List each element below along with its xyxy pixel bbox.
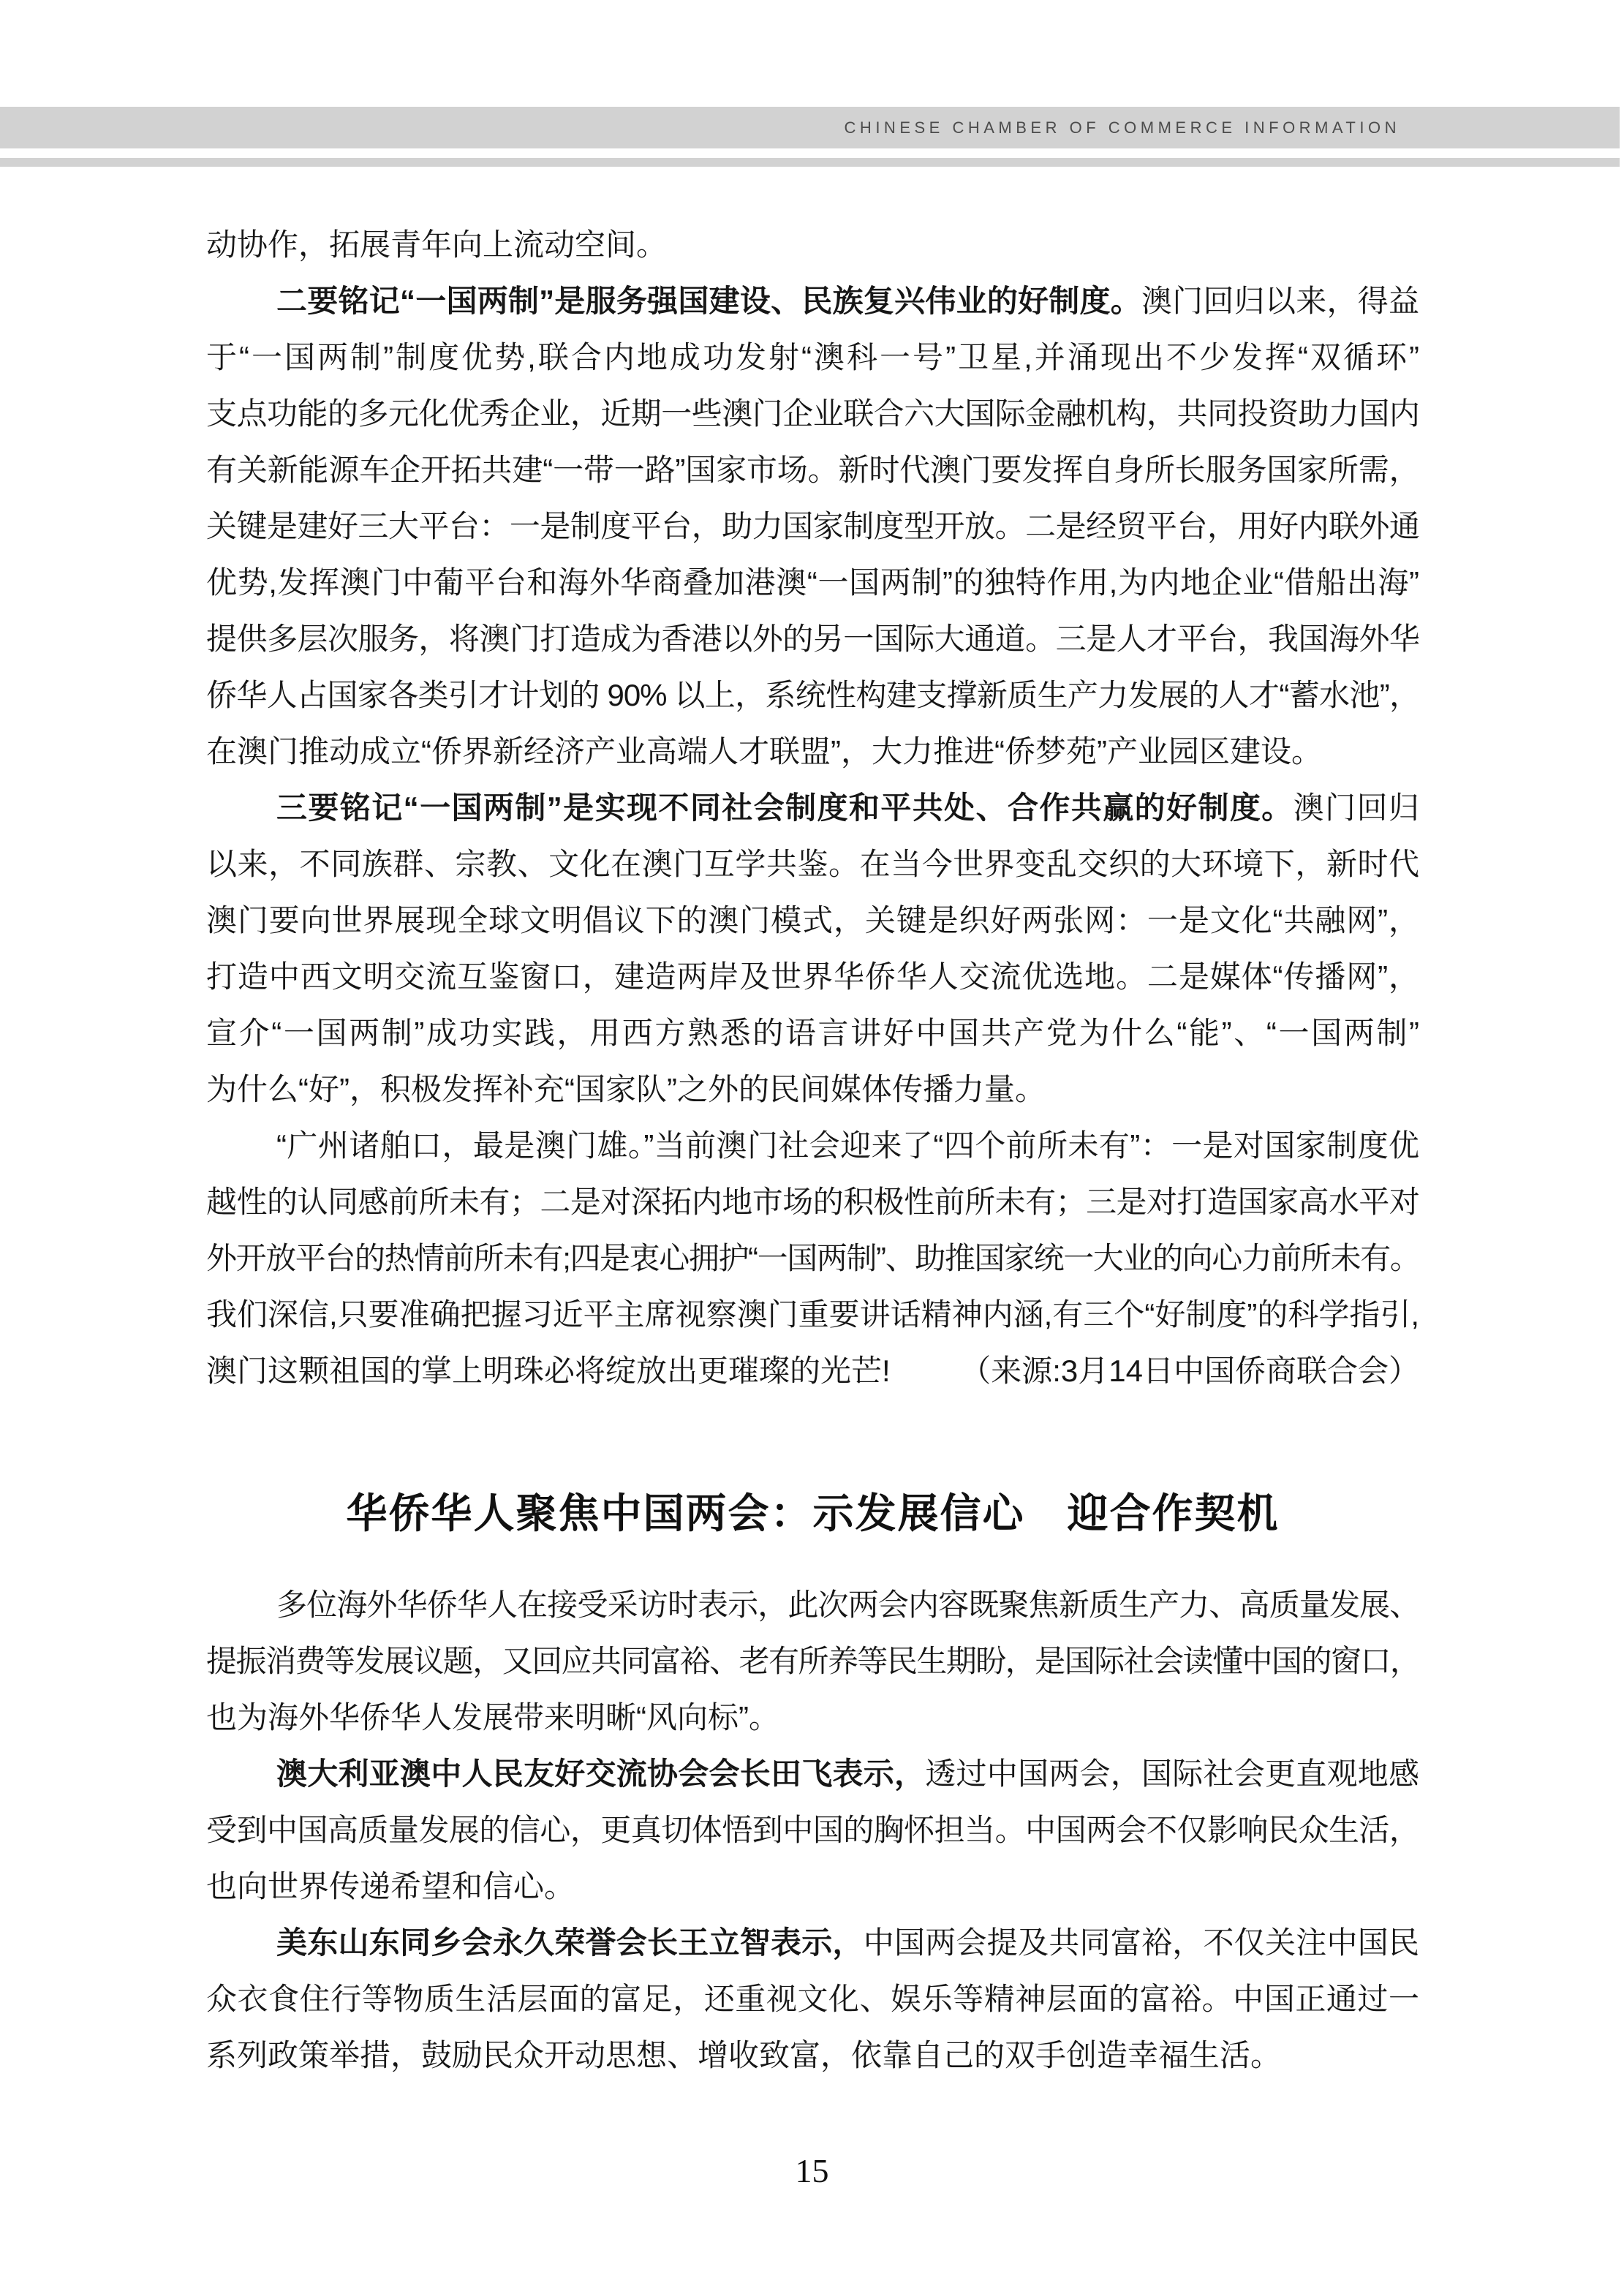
text-line: 众衣食住行等物质生活层面的富足，还重视文化、娱乐等精神层面的富裕。中国正通过一 <box>206 1982 1419 2016</box>
section-heading: 华侨华人聚焦中国两会：示发展信心 迎合作契机 <box>346 1490 1280 1536</box>
text-line: 支点功能的多元化优秀企业，近期一些澳门企业联合六大国际金融机构，共同投资助力国内 <box>206 396 1419 431</box>
text-line: 美东山东同乡会永久荣誉会长王立智表示，中国两会提及共同富裕，不仅关注中国民 <box>276 1925 1419 1960</box>
text-line: 优势,发挥澳门中葡平台和海外华商叠加港澳“一国两制”的独特作用,为内地企业“借船出海” <box>206 565 1419 600</box>
text-line: 越性的认同感前所未有；二是对深拓内地市场的积极性前所未有；三是对打造国家高水平对 <box>206 1185 1419 1219</box>
text-line: 提振消费等发展议题，又回应共同富裕、老有所养等民生期盼，是国际社会读懂中国的窗口， <box>206 1644 1419 1678</box>
bold-lead: 美东山东同乡会永久荣誉会长王立智表示， <box>276 1925 864 1960</box>
text-line: 澳大利亚澳中人民友好交流协会会长田飞表示，透过中国两会，国际社会更直观地感 <box>276 1756 1419 1791</box>
paragraph <box>206 780 1419 1117</box>
header-band <box>0 107 1620 148</box>
article-flow <box>206 216 1419 2083</box>
closing-text: 澳门这颗祖国的掌上明珠必将绽放出更璀璨的光芒! <box>206 1354 891 1388</box>
text-line: 外开放平台的热情前所未有;四是衷心拥护“一国两制”、助推国家统一大业的向心力前所未有。 <box>206 1241 1419 1275</box>
text-line: 也为海外华侨华人发展带来明晰“风向标”。 <box>206 1700 779 1735</box>
text-line: 澳门要向世界展现全球文明倡议下的澳门模式，关键是织好两张网：一是文化“共融网”， <box>206 903 1419 937</box>
text-line: “广州诸舶口，最是澳门雄。”当前澳门社会迎来了“四个前所未有”：一是对国家制度优 <box>276 1128 1419 1163</box>
paragraph <box>206 216 1419 273</box>
text-line: 为什么“好”，积极发挥补充“国家队”之外的民间媒体传播力量。 <box>206 1072 1046 1106</box>
paragraph <box>206 273 1419 780</box>
text-line: 有关新能源车企开拓共建“一带一路”国家市场。新时代澳门要发挥自身所长服务国家所需， <box>206 453 1419 487</box>
text-line: 系列政策举措，鼓励民众开动思想、增收致富，依靠自己的双手创造幸福生活。 <box>206 2038 1282 2072</box>
text-line: 宣介“一国两制”成功实践，用西方熟悉的语言讲好中国共产党为什么“能”、“一国两制” <box>206 1016 1419 1050</box>
header-band-thin <box>0 158 1620 167</box>
source-attribution: （来源:3月14日中国侨商联合会） <box>960 1354 1419 1388</box>
text-line: 多位海外华侨华人在接受采访时表示，此次两会内容既聚焦新质生产力、高质量发展、 <box>276 1588 1419 1622</box>
header-band-label: CHINESE CHAMBER OF COMMERCE INFORMATION <box>844 118 1400 137</box>
text-line: 在澳门推动成立“侨界新经济产业高端人才联盟”，大力推进“侨梦苑”产业园区建设。 <box>206 734 1322 769</box>
text-line: 以来，不同族群、宗教、文化在澳门互学共鉴。在当今世界变乱交织的大环境下，新时代 <box>206 847 1419 881</box>
text-line: 三要铭记“一国两制”是实现不同社会制度和平共处、合作共赢的好制度。澳门回归 <box>276 790 1419 825</box>
text-line: 受到中国高质量发展的信心，更真切体悟到中国的胸怀担当。中国两会不仅影响民众生活， <box>206 1813 1419 1847</box>
bold-lead: 澳大利亚澳中人民友好交流协会会长田飞表示， <box>276 1756 926 1791</box>
text-line: 提供多层次服务，将澳门打造成为香港以外的另一国际大通道。三是人才平台，我国海外华 <box>206 622 1419 656</box>
text-line: 关键是建好三大平台：一是制度平台，助力国家制度型开放。二是经贸平台，用好内联外通 <box>206 509 1419 543</box>
text-line: 打造中西文明交流互鉴窗口，建造两岸及世界华侨华人交流优选地。二是媒体“传播网”， <box>206 959 1419 994</box>
paragraph <box>206 1577 1419 1745</box>
text-line: 侨华人占国家各类引才计划的 90% 以上，系统性构建支撑新质生产力发展的人才“蓄水池”， <box>206 678 1419 712</box>
text-line: 我们深信,只要准确把握习近平主席视察澳门重要讲话精神内涵,有三个“好制度”的科学指引, <box>206 1297 1419 1332</box>
paragraph <box>206 1745 1419 1914</box>
text-line: 于“一国两制”制度优势,联合内地成功发射“澳科一号”卫星,并涌现出不少发挥“双循环” <box>206 340 1419 374</box>
text-line: 动协作，拓展青年向上流动空间。 <box>206 227 668 262</box>
bold-lead: 二要铭记“一国两制”是服务强国建设、民族复兴伟业的好制度。 <box>276 284 1142 318</box>
text-line <box>206 1343 1419 1399</box>
paragraph <box>206 1914 1419 2083</box>
page-number: 15 <box>795 2152 829 2189</box>
text-line: 二要铭记“一国两制”是服务强国建设、民族复兴伟业的好制度。澳门回归以来，得益 <box>276 284 1419 318</box>
paragraph <box>206 1117 1419 1399</box>
bold-lead: 三要铭记“一国两制”是实现不同社会制度和平共处、合作共赢的好制度。 <box>276 790 1293 825</box>
text-line: 也向世界传递希望和信心。 <box>206 1869 575 1903</box>
